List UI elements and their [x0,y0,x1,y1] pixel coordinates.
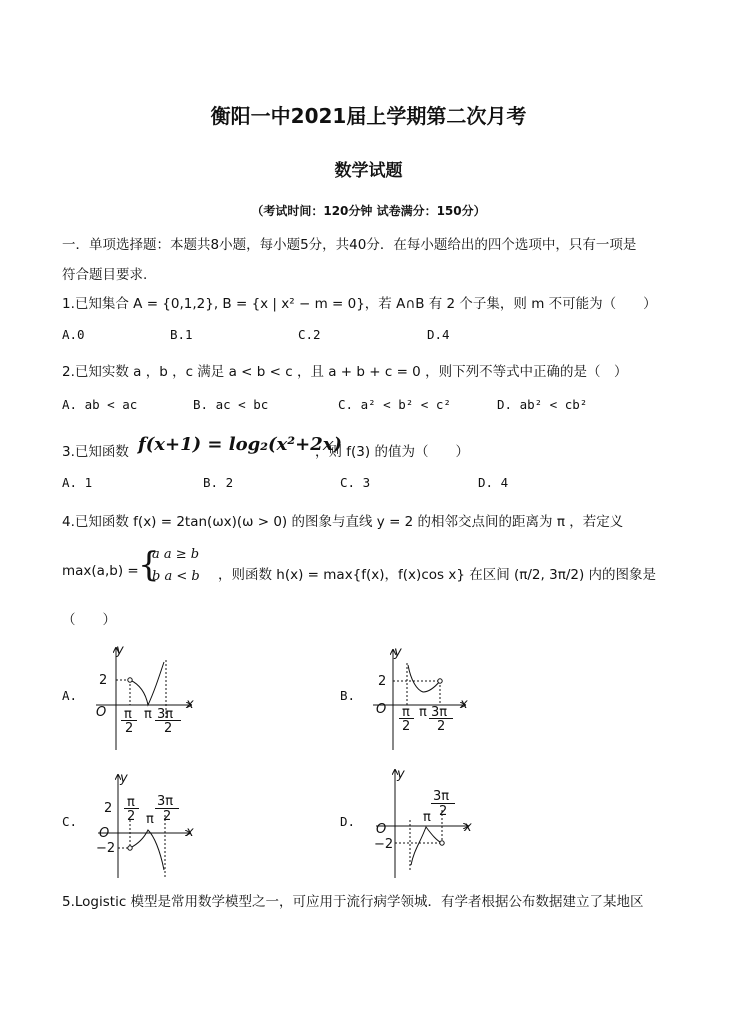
section-heading-line1: 一．单项选择题：本题共8小题，每小题5分，共40分．在每小题给出的四个选项中，只有一项是 [62,237,637,253]
q2-option-d: D. ab² < cb² [497,397,588,412]
question-4-stem: 4.已知函数 f(x) = 2tan(ωx)(ω > 0) 的图象与直线 y = 2 的相邻交点间的距离为 π ，若定义 [62,514,624,530]
graph-c-neg-two: −2 [96,841,116,856]
q3-option-a: A. 1 [62,475,93,490]
max-definition-head: max(a,b) = [62,563,139,579]
question-1-stem: 1.已知集合 A = {0,1,2}, B = {x | x² − m = 0}，若 A∩B 有 2 个子集，则 m 不可能为（ ） [62,296,657,312]
graph-c-y-label: y [120,771,128,786]
graph-b-x-label: x [460,697,468,712]
q1-option-a: A.0 [62,327,85,342]
subject-title: 数学试题 [334,161,403,181]
graph-b-y-label: y [394,645,402,660]
graph-b-origin: O [376,702,387,717]
graph-a-pi: π [144,707,152,722]
question-2-stem: 2.已知实数 a ，b ，c 满足 a < b < c ，且 a + b + c = 0 ，则下列不等式中正确的是（ ） [62,364,628,380]
graph-a-3pi: 3π [157,707,174,722]
max-case-2: b a < b [152,569,200,584]
question-3-formula: f(x+1) = log₂(x²+2x) [138,434,343,455]
graph-d-y-label: y [397,767,405,782]
graph-c-x-label: x [186,825,194,840]
graph-a-den-2: 2 [164,721,173,736]
graph-c-two: 2 [104,801,113,816]
graph-a-two: 2 [99,673,108,688]
q4-option-d: D. [340,814,356,829]
graph-a-y-label: y [116,643,124,658]
max-definition-tail: ，则函数 h(x) = max{f(x)，f(x)cos x} 在区间 (π/2, 3π/2) 内的图象是 [218,567,657,583]
graph-b-two: 2 [378,674,387,689]
graph-a-x-label: x [186,697,194,712]
section-heading-line2: 符合题目要求. [62,267,148,283]
graph-d-3pi: 3π [433,789,450,804]
q3-option-b: B. 2 [203,475,234,490]
graph-c-pi-num: π [127,795,135,810]
q4-option-a: A. [62,688,78,703]
question-3-prefix: 3.已知函数 [62,444,129,460]
graph-b-den-2: 2 [437,719,446,734]
graph-d-x-label: x [464,820,472,835]
q2-option-b: B. ac < bc [193,397,269,412]
page-title: 衡阳一中2021届上学期第二次月考 [210,104,527,128]
q2-option-a: A. ab < ac [62,397,138,412]
brace: { [138,545,160,585]
q2-option-c: C. a² < b² < c² [338,397,451,412]
graph-a-pi-num: π [124,707,132,722]
max-case-1: a a ≥ b [152,547,200,562]
q4-option-c: C. [62,814,78,829]
graph-b-den-1: 2 [402,719,411,734]
graph-option-b [365,645,475,750]
q4-option-b: B. [340,688,356,703]
question-5-stem: 5.Logistic 模型是常用数学模型之一，可应用于流行病学领城．有学者根据公布数据建立了某地区 [62,894,644,910]
q1-option-c: C.2 [298,327,321,342]
q1-option-b: B.1 [170,327,193,342]
graph-c-origin: O [99,826,110,841]
graph-a-den-1: 2 [125,721,134,736]
graph-c-den-1: 2 [127,809,136,824]
graph-b-pi: π [419,705,427,720]
graph-b-3pi: 3π [431,705,448,720]
exam-info: （考试时间：120分钟 试卷满分：150分） [251,204,486,218]
graph-a-origin: O [96,705,107,720]
graph-c-pi: π [146,812,154,827]
question-3-suffix: ，则 f(3) 的值为（ ） [315,444,469,460]
q1-option-d: D.4 [427,327,450,342]
q3-option-d: D. 4 [478,475,509,490]
graph-option-c [90,770,200,880]
question-4-paren: （ ） [62,612,116,628]
graph-d-origin: O [376,822,387,837]
graph-option-a [86,640,206,750]
graph-b-pi-num: π [402,705,410,720]
graph-d-neg-two: −2 [374,837,394,852]
graph-d-den: 2 [439,804,448,819]
graph-c-3pi: 3π [157,794,174,809]
q3-option-c: C. 3 [340,475,371,490]
graph-d-pi: π [423,810,431,825]
graph-c-den-2: 2 [163,809,172,824]
